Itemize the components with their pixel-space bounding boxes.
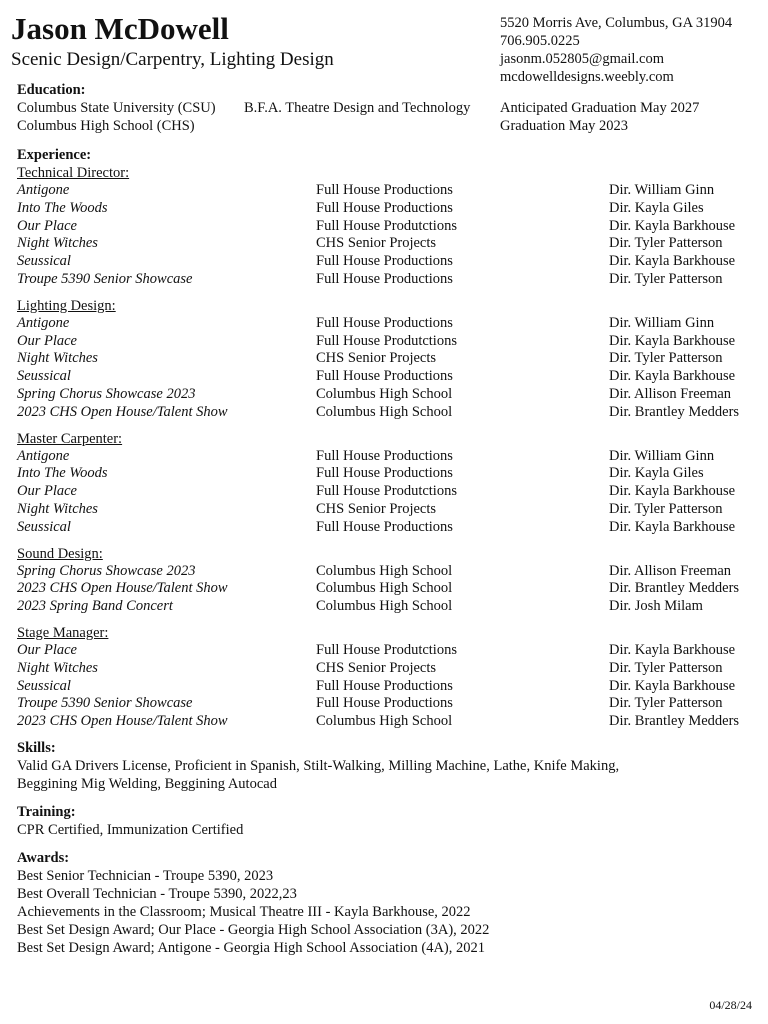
production-director: Dir. Kayla Barkhouse xyxy=(609,217,736,234)
experience-row xyxy=(17,315,757,333)
production-director: Dir. Kayla Giles xyxy=(609,465,704,482)
experience-row xyxy=(17,368,757,386)
production-company: CHS Senior Projects xyxy=(316,500,437,517)
education-row xyxy=(17,117,757,135)
award-item: Best Set Design Award; Our Place - Georgia High School Association (3A), 2022 xyxy=(17,922,490,938)
experience-group xyxy=(17,624,757,731)
experience-row xyxy=(17,235,757,253)
education-degree: B.F.A. Theatre Design and Technology xyxy=(244,100,471,116)
experience-row xyxy=(17,642,757,660)
awards-section xyxy=(17,849,757,957)
experience-row xyxy=(17,386,757,404)
production-director: Dir. William Ginn xyxy=(609,447,715,464)
production-title: Our Place xyxy=(17,641,77,658)
education-heading: Education: xyxy=(17,82,86,98)
production-company: Full House Productions xyxy=(316,270,453,287)
award-item: Best Overall Technician - Troupe 5390, 2022,23 xyxy=(17,886,297,902)
experience-group xyxy=(17,430,757,537)
production-title: Night Witches xyxy=(17,235,98,252)
education-section xyxy=(17,81,757,135)
production-title: Our Place xyxy=(17,217,77,234)
experience-groups xyxy=(17,164,757,731)
experience-row xyxy=(17,218,757,236)
resume-name: Jason McDowell xyxy=(11,11,229,46)
production-title: Night Witches xyxy=(17,659,98,676)
production-company: Full House Productions xyxy=(316,465,453,482)
production-director: Dir. Kayla Barkhouse xyxy=(609,483,736,500)
production-title: Seussical xyxy=(17,368,71,385)
production-title: Antigone xyxy=(17,314,70,331)
production-director: Dir. Kayla Barkhouse xyxy=(609,253,736,270)
experience-group xyxy=(17,545,757,616)
award-item: Achievements in the Classroom; Musical Theatre III - Kayla Barkhouse, 2022 xyxy=(17,904,471,920)
education-graduation: Anticipated Graduation May 2027 xyxy=(500,100,700,116)
production-director: Dir. Allison Freeman xyxy=(609,562,732,579)
experience-row xyxy=(17,563,757,581)
education-school: Columbus High School (CHS) xyxy=(17,118,195,134)
experience-row xyxy=(17,483,757,501)
contact-block xyxy=(500,14,732,86)
award-item: Best Senior Technician - Troupe 5390, 2023 xyxy=(17,868,274,884)
production-title: Into The Woods xyxy=(17,199,108,216)
production-company: Full House Productions xyxy=(316,695,453,712)
experience-section xyxy=(17,146,757,739)
award-item: Best Set Design Award; Antigone - Georgia High School Association (4A), 2021 xyxy=(17,940,485,956)
production-director: Dir. Tyler Patterson xyxy=(609,235,723,252)
experience-role-heading: Stage Manager: xyxy=(17,624,109,641)
production-title: 2023 CHS Open House/Talent Show xyxy=(17,580,228,597)
production-director: Dir. Brantley Medders xyxy=(609,713,740,730)
production-company: Full House Productions xyxy=(316,182,453,198)
production-director: Dir. Tyler Patterson xyxy=(609,659,723,676)
production-director: Dir. Tyler Patterson xyxy=(609,695,723,712)
production-company: Full House Produtctions xyxy=(316,641,457,658)
production-company: Full House Produtctions xyxy=(316,483,457,500)
production-company: Full House Productions xyxy=(316,314,453,331)
production-director: Dir. Josh Milam xyxy=(609,598,703,615)
contact-address: 5520 Morris Ave, Columbus, GA 31904 xyxy=(500,15,733,31)
contact-phone: 706.905.0225 xyxy=(500,33,580,49)
production-director: Dir. Kayla Barkhouse xyxy=(609,518,736,535)
production-director: Dir. Brantley Medders xyxy=(609,580,740,597)
production-title: 2023 CHS Open House/Talent Show xyxy=(17,713,228,730)
document-date: 04/28/24 xyxy=(709,998,752,1012)
experience-role-heading: Lighting Design: xyxy=(17,297,116,314)
skills-line: Valid GA Drivers License, Proficient in Spanish, Stilt-Walking, Milling Machine, Lathe, Knife Making, xyxy=(17,758,620,774)
production-company: CHS Senior Projects xyxy=(316,350,437,367)
skills-line: Beggining Mig Welding, Beggining Autocad xyxy=(17,776,277,792)
production-director: Dir. Kayla Barkhouse xyxy=(609,641,736,658)
production-company: Columbus High School xyxy=(316,713,453,730)
production-director: Dir. William Ginn xyxy=(609,182,715,198)
production-director: Dir. Brantley Medders xyxy=(609,403,740,420)
production-title: Our Place xyxy=(17,483,77,500)
production-director: Dir. William Ginn xyxy=(609,314,715,331)
experience-row xyxy=(17,501,757,519)
production-title: Antigone xyxy=(17,182,70,198)
experience-group xyxy=(17,164,757,289)
experience-row xyxy=(17,695,757,713)
production-company: Full House Productions xyxy=(316,253,453,270)
awards-heading: Awards: xyxy=(17,850,70,866)
production-director: Dir. Allison Freeman xyxy=(609,385,732,402)
contact-website: mcdowelldesigns.weebly.com xyxy=(500,69,674,85)
production-company: Columbus High School xyxy=(316,403,453,420)
experience-row xyxy=(17,350,757,368)
production-title: 2023 Spring Band Concert xyxy=(17,598,173,615)
training-section xyxy=(17,803,757,839)
production-company: Full House Productions xyxy=(316,518,453,535)
production-director: Dir. Tyler Patterson xyxy=(609,270,723,287)
education-row xyxy=(17,99,757,117)
production-director: Dir. Tyler Patterson xyxy=(609,500,723,517)
production-title: Antigone xyxy=(17,447,70,464)
production-company: Full House Produtctions xyxy=(316,217,457,234)
experience-role-heading: Sound Design: xyxy=(17,545,103,562)
production-company: Full House Productions xyxy=(316,368,453,385)
contact-email: jasonm.052805@gmail.com xyxy=(500,51,664,67)
experience-row xyxy=(17,678,757,696)
experience-row xyxy=(17,519,757,537)
training-line: CPR Certified, Immunization Certified xyxy=(17,822,244,838)
production-company: Full House Produtctions xyxy=(316,332,457,349)
experience-row xyxy=(17,253,757,271)
experience-row xyxy=(17,580,757,598)
production-company: Columbus High School xyxy=(316,580,453,597)
production-director: Dir. Kayla Giles xyxy=(609,199,704,216)
skills-heading: Skills: xyxy=(17,740,56,756)
production-title: 2023 CHS Open House/Talent Show xyxy=(17,403,228,420)
experience-row xyxy=(17,465,757,483)
production-title: Spring Chorus Showcase 2023 xyxy=(17,562,196,579)
skills-section xyxy=(17,739,757,793)
production-director: Dir. Kayla Barkhouse xyxy=(609,677,736,694)
production-company: Full House Productions xyxy=(316,447,453,464)
production-title: Into The Woods xyxy=(17,465,108,482)
experience-group xyxy=(17,297,757,422)
production-company: CHS Senior Projects xyxy=(316,235,437,252)
experience-row xyxy=(17,271,757,289)
production-title: Night Witches xyxy=(17,500,98,517)
production-company: CHS Senior Projects xyxy=(316,659,437,676)
resume-tagline: Scenic Design/Carpentry, Lighting Design xyxy=(11,49,334,70)
experience-role-heading: Technical Director: xyxy=(17,165,130,181)
production-company: Columbus High School xyxy=(316,385,453,402)
production-title: Troupe 5390 Senior Showcase xyxy=(17,270,193,287)
production-title: Seussical xyxy=(17,253,71,270)
experience-row xyxy=(17,448,757,466)
education-school: Columbus State University (CSU) xyxy=(17,100,216,116)
experience-row xyxy=(17,200,757,218)
experience-row xyxy=(17,713,757,731)
production-company: Columbus High School xyxy=(316,562,453,579)
experience-role-heading: Master Carpenter: xyxy=(17,430,123,447)
production-company: Full House Productions xyxy=(316,199,453,216)
production-title: Our Place xyxy=(17,332,77,349)
experience-heading: Experience: xyxy=(17,147,92,163)
production-director: Dir. Tyler Patterson xyxy=(609,350,723,367)
training-heading: Training: xyxy=(17,804,76,820)
education-graduation: Graduation May 2023 xyxy=(500,118,629,134)
production-company: Columbus High School xyxy=(316,598,453,615)
experience-row xyxy=(17,182,757,200)
production-company: Full House Productions xyxy=(316,677,453,694)
production-director: Dir. Kayla Barkhouse xyxy=(609,368,736,385)
production-title: Seussical xyxy=(17,677,71,694)
experience-row xyxy=(17,660,757,678)
experience-row xyxy=(17,598,757,616)
production-title: Troupe 5390 Senior Showcase xyxy=(17,695,193,712)
production-title: Night Witches xyxy=(17,350,98,367)
production-title: Seussical xyxy=(17,518,71,535)
production-director: Dir. Kayla Barkhouse xyxy=(609,332,736,349)
experience-row xyxy=(17,404,757,422)
experience-row xyxy=(17,333,757,351)
production-title: Spring Chorus Showcase 2023 xyxy=(17,385,196,402)
